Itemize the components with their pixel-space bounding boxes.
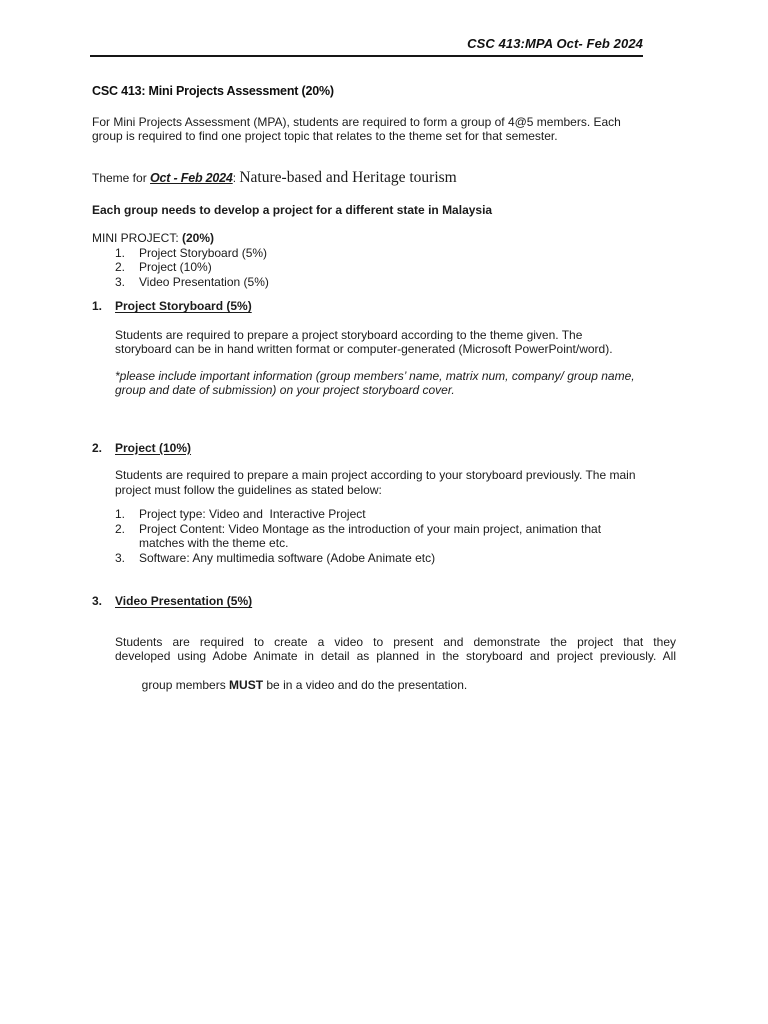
- mini-project-label: MINI PROJECT:: [92, 231, 183, 245]
- list-item-number: 1.: [115, 245, 126, 260]
- section-body: [115, 635, 676, 708]
- paragraph-line: Students are required to prepare a main project according to your storyboard previously. The main: [115, 468, 636, 482]
- list-item: [115, 260, 676, 275]
- list-item-text: Project Storyboard (5%): [139, 245, 268, 260]
- intro-paragraph: [92, 115, 676, 144]
- section-number: 1.: [92, 299, 103, 313]
- paragraph-line: [115, 664, 676, 708]
- paragraph-line: project must follow the guidelines as stated below:: [115, 482, 382, 497]
- list-item-number: 2.: [115, 260, 126, 274]
- list-item-number: 3.: [115, 550, 126, 565]
- paragraph-line: Students are required to prepare a project storyboard according to the theme given. The: [115, 327, 583, 342]
- list-item: [115, 551, 676, 566]
- must-emphasis: MUST: [229, 678, 264, 692]
- list-item-text: Project type: Video and Interactive Project: [139, 507, 366, 521]
- document-title: CSC 413: Mini Projects Assessment (20%): [92, 84, 334, 98]
- list-item-number: 2.: [115, 521, 126, 536]
- mini-project-label-row: [92, 231, 676, 246]
- paragraph-line: *please include important information (group members’ name, matrix num, company/ group name,: [115, 368, 635, 383]
- list-item-text: Software: Any multimedia software (Adobe Animate etc): [139, 550, 436, 565]
- section-title: Project Storyboard (5%): [115, 299, 252, 313]
- section-heading-project: [92, 441, 676, 456]
- mini-project-block: [92, 231, 676, 289]
- theme-name: Nature-based and Heritage tourism: [239, 168, 457, 186]
- paragraph-line: storyboard can be in hand written format or computer-generated (Microsoft PowerPoint/word).: [115, 342, 613, 356]
- section-body: [115, 328, 676, 357]
- storyboard-note: [115, 369, 676, 398]
- list-item-number: 3.: [115, 274, 126, 289]
- last-line-before: group members: [141, 678, 230, 692]
- list-item: [115, 275, 676, 290]
- list-item-text: Project (10%): [139, 260, 212, 274]
- list-item-line: matches with the theme etc.: [139, 536, 289, 550]
- paragraph-line: For Mini Projects Assessment (MPA), students are required to form a group of 4@5 members. Each: [92, 114, 621, 129]
- theme-line: [92, 168, 676, 188]
- list-item-number: 1.: [115, 507, 126, 521]
- list-item-text: [139, 522, 601, 551]
- section-number: 2.: [92, 440, 103, 455]
- section-title: Video Presentation (5%): [115, 594, 253, 608]
- theme-prefix: Theme for: [92, 170, 151, 185]
- list-item-text: Video Presentation (5%): [139, 274, 269, 289]
- section-heading-storyboard: [92, 299, 676, 314]
- theme-period: Oct - Feb 2024: [150, 170, 233, 185]
- paragraph-line: Students are required to create a video to present and demonstrate the project that they: [115, 634, 676, 649]
- theme-colon: :: [232, 170, 240, 185]
- section-number: 3.: [92, 594, 103, 608]
- paragraph-line: group is required to find one project topic that relates to the theme set for that semester.: [92, 129, 558, 143]
- requirement-note: Each group needs to develop a project for a different state in Malaysia: [92, 202, 493, 217]
- section-body: [115, 468, 676, 497]
- list-item-line: Project Content: Video Montage as the introduction of your main project, animation that: [139, 521, 602, 536]
- paragraph-line: developed using Adobe Animate in detail as planned in the storyboard and project previously. All: [115, 649, 676, 663]
- list-item: [115, 522, 676, 551]
- paragraph-line: group and date of submission) on your project storyboard cover.: [115, 383, 455, 397]
- mini-project-weight: (20%): [182, 231, 215, 245]
- page-header: [90, 0, 643, 57]
- header-course-code: CSC 413:MPA Oct- Feb 2024: [467, 36, 643, 51]
- section-title: Project (10%): [115, 440, 192, 455]
- list-item: [115, 246, 676, 261]
- last-line-after: be in a video and do the presentation.: [263, 678, 468, 692]
- mini-project-items: [115, 246, 676, 290]
- project-guidelines-list: [115, 507, 676, 565]
- list-item: [115, 507, 676, 522]
- document-content: [92, 84, 676, 707]
- section-heading-video-presentation: [92, 594, 676, 609]
